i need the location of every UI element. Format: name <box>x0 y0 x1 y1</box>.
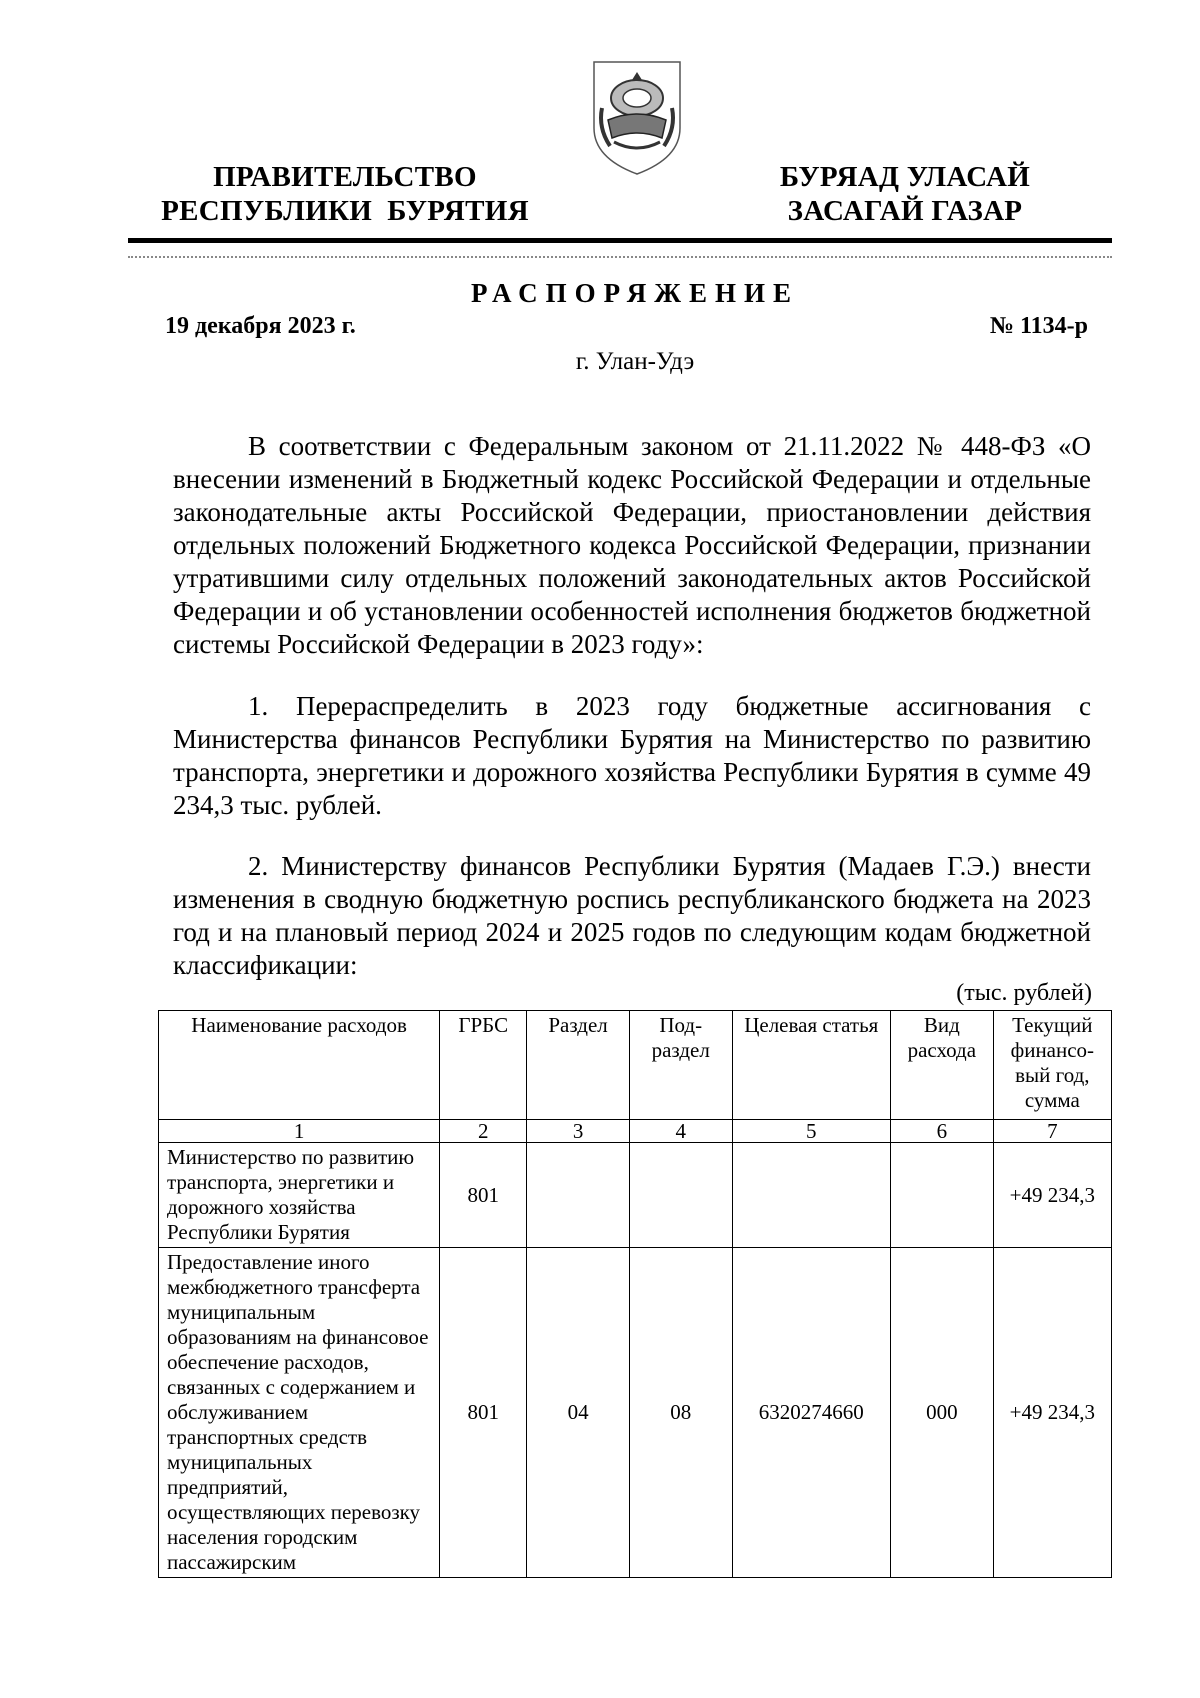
column-number-row <box>159 1120 1112 1143</box>
section-code <box>527 1143 630 1248</box>
target-code <box>732 1143 890 1248</box>
header-divider-dotted <box>128 256 1112 258</box>
document-type: РАСПОРЯЖЕНИЕ <box>470 278 800 308</box>
section-code: 04 <box>527 1248 630 1578</box>
issuer-name-russian <box>160 160 530 228</box>
column-number: 1 <box>159 1120 440 1143</box>
preamble-paragraph: В соответствии с Федеральным законом от 21.11.2022 № 448-ФЗ «О внесении изменений в Бюджетный кодекс Российской Федерации и отдельные законодательные акты Российской Федерации, приостановлении действия отдельных положений Бюджетного кодекса Российской Федерации, признании утратившими силу отдельных положений законодательных актов Российской Федерации и об установлении особенностей исполнения бюджетов бюджетной системы Российской Федерации в 2023 году»: <box>173 431 1091 659</box>
expense-name: Министерство по развитию транспорта, энергетики и дорожного хозяйства Республики Бурятия <box>159 1143 440 1248</box>
document-city: г. Улан-Удэ <box>575 348 695 375</box>
amount: +49 234,3 <box>993 1248 1111 1578</box>
coat-of-arms-icon <box>588 58 686 178</box>
column-number: 2 <box>440 1120 527 1143</box>
column-number: 3 <box>527 1120 630 1143</box>
header-divider <box>128 238 1112 243</box>
grbs-code: 801 <box>440 1248 527 1578</box>
column-header: Целевая статья <box>732 1011 890 1120</box>
subsection-code <box>629 1143 732 1248</box>
column-header: Вид расхода <box>891 1011 994 1120</box>
table-row <box>159 1143 1112 1248</box>
document-number: № 1134-р <box>989 313 1088 339</box>
column-header: Наименование расходов <box>159 1011 440 1120</box>
column-header: Текущий финансо-вый год, сумма <box>993 1011 1111 1120</box>
column-number: 5 <box>732 1120 890 1143</box>
budget-table <box>158 1010 1112 1578</box>
issuer-line-2: РЕСПУБЛИКИ БУРЯТИЯ <box>161 195 529 227</box>
issuer-line-1: ПРАВИТЕЛЬСТВО <box>213 161 477 193</box>
column-header: Под-раздел <box>629 1011 732 1120</box>
document-date: 19 декабря 2023 г. <box>165 313 356 339</box>
subsection-code: 08 <box>629 1248 732 1578</box>
column-number: 6 <box>891 1120 994 1143</box>
column-number: 4 <box>629 1120 732 1143</box>
expense-type-code <box>891 1143 994 1248</box>
item-2-paragraph: 2. Министерству финансов Республики Бурятия (Мадаев Г.Э.) внести изменения в сводную бюджетную роспись республиканского бюджета на 2023 год и на плановый период 2024 и 2025 годов по следующим кодам бюджетной классификации: <box>173 851 1091 980</box>
column-header: ГРБС <box>440 1011 527 1120</box>
grbs-code: 801 <box>440 1143 527 1248</box>
issuer-buryat-line-1: БУРЯАД УЛАСАЙ <box>779 161 1031 193</box>
expense-name: Предоставление иного межбюджетного трансферта муниципальным образованиям на финансовое обеспечение расходов, связанных с содержанием и обслуживанием транспортных средств муниципальных предприятий, осуществляющих перевозку населения городским пассажирским <box>159 1248 440 1578</box>
issuer-buryat-line-2: ЗАСАГАЙ ГАЗАР <box>787 195 1023 227</box>
table-units: (тыс. рублей) <box>956 980 1092 1006</box>
issuer-name-buryat <box>770 160 1040 228</box>
amount: +49 234,3 <box>993 1143 1111 1248</box>
table-row <box>159 1248 1112 1578</box>
column-number: 7 <box>993 1120 1111 1143</box>
item-1-paragraph: 1. Перераспределить в 2023 году бюджетные ассигнования с Министерства финансов Республики Бурятия на Министерство по развитию транспорта, энергетики и дорожного хозяйства Республики Бурятия в сумме 49 234,3 тыс. рублей. <box>173 691 1091 820</box>
expense-type-code: 000 <box>891 1248 994 1578</box>
target-code: 6320274660 <box>732 1248 890 1578</box>
table-header-row <box>159 1011 1112 1120</box>
column-header: Раздел <box>527 1011 630 1120</box>
